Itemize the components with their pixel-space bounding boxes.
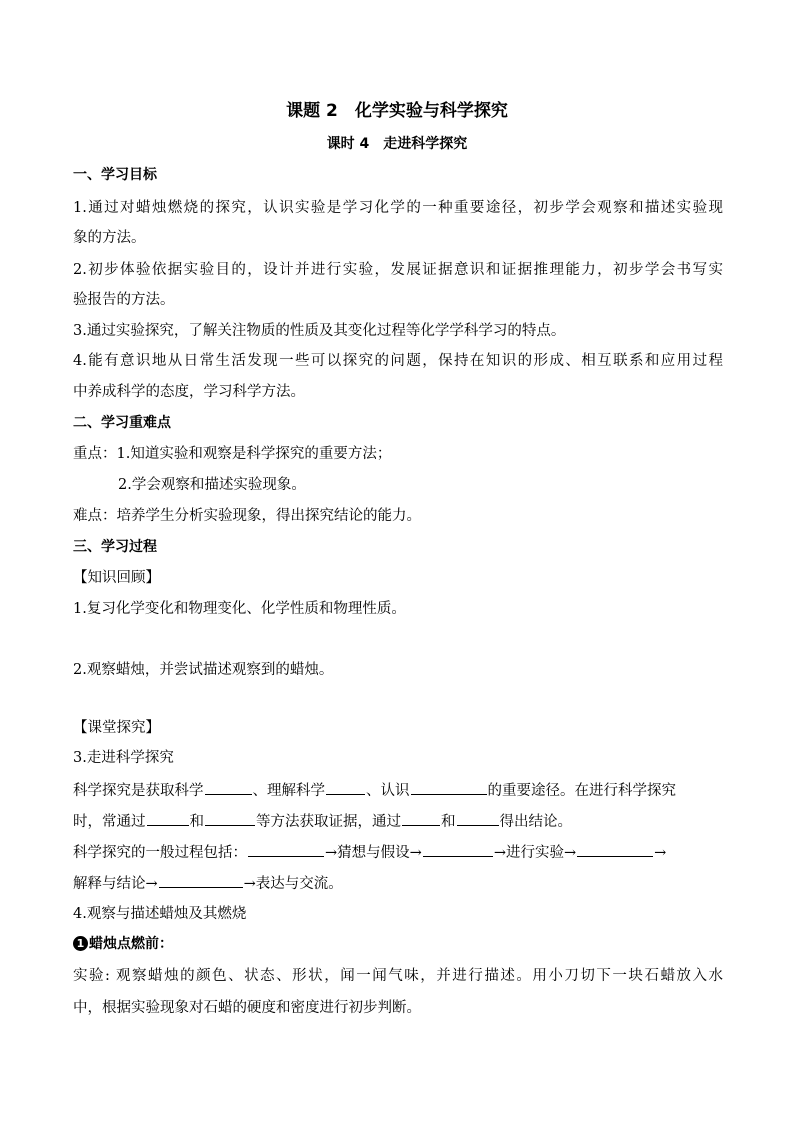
goal-1-line-2: 象的方法。 [73, 230, 146, 246]
fill-blank-line-2: 时，常通过 和 等方法获取证据，通过 和 得出结论。 [73, 810, 723, 832]
goal-3: 3.通过实验探究，了解关注物质的性质及其变化过程等化学学科学习的特点。 [73, 323, 566, 339]
experiment-line-2: 中，根据实验现象对石蜡的硬度和密度进行初步判断。 [73, 1000, 421, 1016]
goal-4-line-1: 4.能有意识地从日常生活发现一些可以探究的问题，保持在知识的形成、相互联系和应用过程 [73, 353, 723, 369]
answer-blank[interactable] [248, 841, 324, 857]
fill-blank-line-1: 科学探究是获取科学 、理解科学 、认识 的重要途径。在进行科学探究 [73, 779, 723, 801]
explore-item-3: 3.走进科学探究 [73, 750, 174, 766]
goal-4-line-2: 中养成科学的态度，学习科学方法。 [73, 384, 305, 400]
goal-2-line-1: 2.初步体验依据实验目的，设计并进行实验，发展证据意识和证据推理能力，初步学会书写实 [73, 262, 723, 278]
review-item-1: 1.复习化学变化和物理变化、化学性质和物理性质。 [73, 601, 406, 617]
answer-blank[interactable] [423, 841, 493, 857]
before-lighting-heading: 1 蜡烛点燃前： [73, 934, 723, 954]
answer-blank[interactable] [577, 841, 653, 857]
answer-blank[interactable] [457, 810, 499, 826]
goal-1-line-1: 1.通过对蜡烛燃烧的探究，认识实验是学习化学的一种重要途径，初步学会观察和描述实验现 [73, 200, 723, 216]
page-title: 课题 2 化学实验与科学探究 [286, 101, 508, 121]
classroom-explore-label: 【课堂探究】 [73, 720, 160, 736]
answer-blank[interactable] [159, 872, 243, 888]
experiment-line-1: 实验: 观察蜡烛的颜色、状态、形状，闻一闻气味，并进行描述。用小刀切下一块石蜡放入水 [73, 968, 723, 984]
difficult-point: 难点：培养学生分析实验现象，得出探究结论的能力。 [73, 508, 421, 524]
answer-blank[interactable] [205, 779, 252, 795]
section-heading-objectives: 一、学习目标 [73, 167, 157, 183]
fill-blank-line-4: 解释与结论→ →表达与交流。 [73, 872, 723, 894]
answer-blank[interactable] [411, 779, 487, 795]
explore-item-4: 4.观察与描述蜡烛及其燃烧 [73, 906, 247, 922]
circled-number-icon: 1 [73, 936, 88, 951]
key-point-1: 重点：1.知道实验和观察是科学探究的重要方法； [73, 446, 392, 462]
section-heading-key-points: 二、学习重难点 [73, 415, 171, 431]
answer-blank[interactable] [326, 779, 365, 795]
goal-2-line-2: 验报告的方法。 [73, 292, 175, 308]
review-item-2: 2.观察蜡烛，并尝试描述观察到的蜡烛。 [73, 662, 334, 678]
knowledge-review-label: 【知识回顾】 [73, 570, 160, 586]
answer-blank[interactable] [205, 810, 255, 826]
page-subtitle: 课时 4 走进科学探究 [326, 136, 468, 152]
section-heading-process: 三、学习过程 [73, 539, 157, 555]
answer-blank[interactable] [402, 810, 440, 826]
answer-blank[interactable] [147, 810, 189, 826]
key-point-2: 2.学会观察和描述实验现象。 [118, 477, 306, 493]
fill-blank-line-3: 科学探究的一般过程包括： →猜想与假设→ →进行实验→ → [73, 841, 723, 863]
